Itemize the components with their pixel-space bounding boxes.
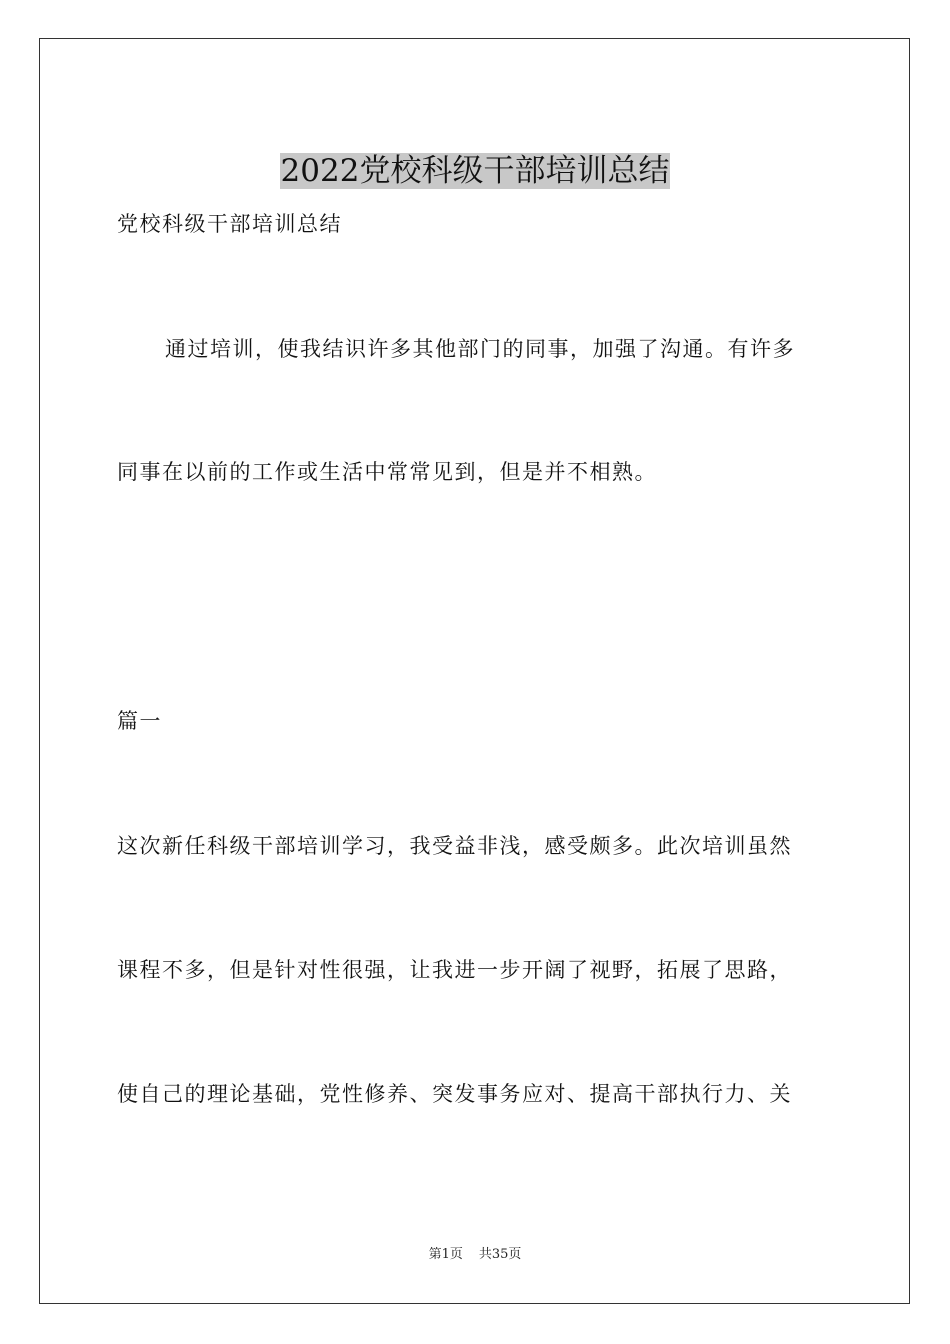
paragraph-2-line-1: 这次新任科级干部培训学习，我受益非浅，感受颇多。此次培训虽然 — [117, 834, 792, 858]
page-total: 共35页 — [478, 1247, 522, 1262]
section-heading: 篇一 — [117, 709, 162, 733]
document-subtitle: 党校科级干部培训总结 — [117, 212, 342, 236]
paragraph-1-line-1: 通过培训，使我结识许多其他部门的同事，加强了沟通。有许多 — [165, 337, 795, 361]
paragraph-1-line-2: 同事在以前的工作或生活中常常见到，但是并不相熟。 — [117, 460, 657, 484]
page-footer — [0, 1246, 950, 1264]
document-title — [0, 149, 950, 193]
paragraph-2-line-3: 使自己的理论基础，党性修养、突发事务应对、提高干部执行力、关 — [117, 1082, 792, 1106]
paragraph-2-line-2: 课程不多，但是针对性很强，让我进一步开阔了视野，拓展了思路， — [117, 958, 792, 982]
document-title-text: 2022党校科级干部培训总结 — [280, 152, 670, 189]
page-number: 第1页 — [428, 1247, 463, 1262]
